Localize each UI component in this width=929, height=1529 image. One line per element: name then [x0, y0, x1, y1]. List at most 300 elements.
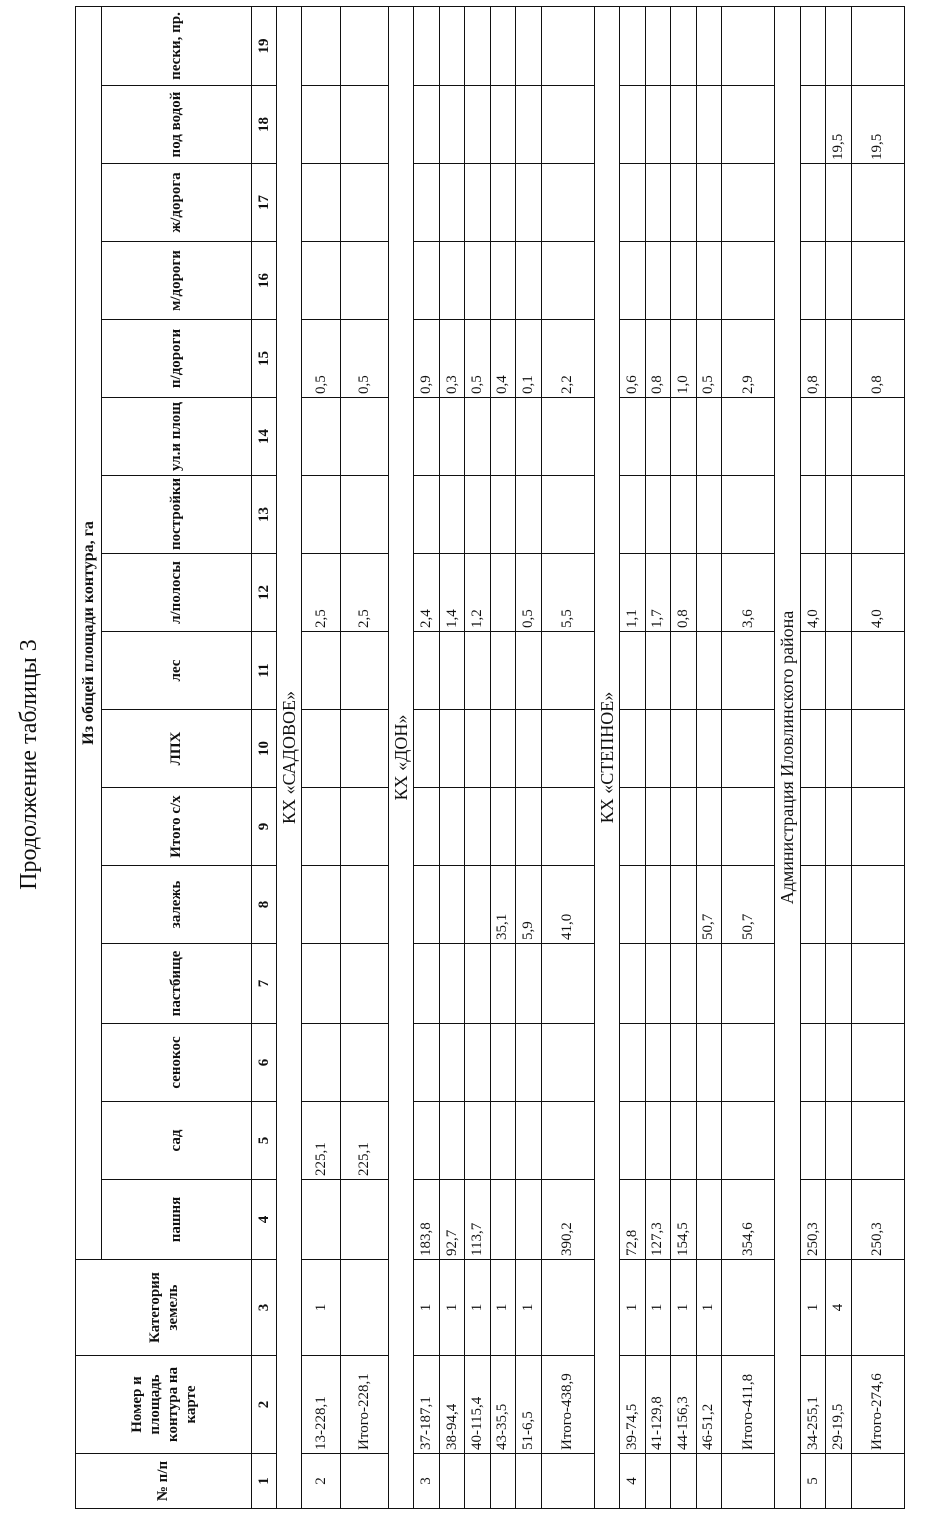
table-cell: [490, 554, 515, 632]
table-cell: 225,1: [341, 1102, 389, 1180]
table-cell: [341, 866, 389, 944]
table-cell: [414, 1102, 439, 1180]
table-cell: [722, 710, 775, 788]
header-sub-11: лес: [102, 632, 252, 710]
table-cell: [341, 1024, 389, 1102]
table-cell: 29-19,5: [826, 1356, 851, 1454]
table-cell: [722, 6, 775, 85]
table-cell: [541, 164, 594, 242]
table-cell: [851, 476, 904, 554]
table-cell: [671, 86, 696, 164]
table-cell: [516, 1454, 541, 1509]
table-cell: [671, 164, 696, 242]
table-cell: [671, 1024, 696, 1102]
table-cell: [465, 866, 490, 944]
table-cell: [414, 866, 439, 944]
table-row: [414, 6, 439, 1508]
table-cell: 127,3: [645, 1180, 670, 1260]
table-cell: [414, 6, 439, 85]
table-cell: [645, 1454, 670, 1509]
table-cell: 0,8: [671, 554, 696, 632]
header-sub-8: залежь: [102, 866, 252, 944]
table-cell: [341, 242, 389, 320]
table-cell: [671, 6, 696, 85]
table-cell: [722, 398, 775, 476]
table-cell: [645, 242, 670, 320]
column-number: 7: [252, 944, 277, 1024]
table-cell: [302, 788, 341, 866]
table-cell: 0,8: [645, 320, 670, 398]
table-cell: [851, 1102, 904, 1180]
table-cell: [671, 398, 696, 476]
table-cell: 1: [800, 1260, 825, 1356]
table-cell: [516, 86, 541, 164]
table-cell: [851, 6, 904, 85]
table-row: [439, 6, 464, 1508]
table-cell: [826, 320, 851, 398]
table-cell: [439, 476, 464, 554]
column-number: 4: [252, 1180, 277, 1260]
table-cell: [414, 476, 439, 554]
table-cell: [696, 398, 721, 476]
table-cell: [490, 1180, 515, 1260]
table-cell: [490, 86, 515, 164]
table-cell: [490, 788, 515, 866]
table-cell: [490, 476, 515, 554]
table-cell: [800, 164, 825, 242]
header-contour: Номер и площадь контура на карте: [76, 1356, 252, 1454]
table-cell: [800, 6, 825, 85]
table-cell: 39-74,5: [620, 1356, 645, 1454]
table-cell: 0,8: [800, 320, 825, 398]
table-cell: [341, 398, 389, 476]
header-sub-6: сенокос: [102, 1024, 252, 1102]
table-cell: [696, 86, 721, 164]
table-cell: 1: [439, 1260, 464, 1356]
table-cell: [490, 6, 515, 85]
table-cell: 0,6: [620, 320, 645, 398]
table-cell: [851, 632, 904, 710]
table-cell: [490, 944, 515, 1024]
table-cell: 40-115,4: [465, 1356, 490, 1454]
table-cell: [645, 944, 670, 1024]
table-cell: [620, 944, 645, 1024]
header-sub-7: пастбище: [102, 944, 252, 1024]
table-cell: 1,1: [620, 554, 645, 632]
table-row: [826, 6, 851, 1508]
table-cell: [722, 242, 775, 320]
table-cell: [439, 710, 464, 788]
table-cell: 50,7: [696, 866, 721, 944]
table-cell: [800, 1102, 825, 1180]
table-cell: [620, 632, 645, 710]
table-cell: 3: [414, 1454, 439, 1509]
table-cell: [620, 788, 645, 866]
table-cell: [826, 398, 851, 476]
table-cell: [516, 6, 541, 85]
table-cell: [490, 1454, 515, 1509]
table-cell: [696, 1454, 721, 1509]
table-cell: [722, 1260, 775, 1356]
table-cell: [490, 242, 515, 320]
table-row: [851, 6, 904, 1508]
table-cell: [541, 1260, 594, 1356]
table-row: [671, 6, 696, 1508]
header-sub-9: Итого с/х: [102, 788, 252, 866]
table-cell: 38-94,4: [439, 1356, 464, 1454]
section-row: [277, 6, 302, 1508]
table-cell: [620, 710, 645, 788]
table-cell: [439, 1024, 464, 1102]
table-cell: 50,7: [722, 866, 775, 944]
table-cell: [465, 476, 490, 554]
table-cell: 0,1: [516, 320, 541, 398]
table-cell: [826, 242, 851, 320]
header-sub-13: постройки: [102, 476, 252, 554]
table-cell: [516, 164, 541, 242]
table-cell: [800, 1024, 825, 1102]
table-cell: 2,5: [341, 554, 389, 632]
header-sub-12: л/полосы: [102, 554, 252, 632]
table-cell: [439, 1454, 464, 1509]
column-number: 13: [252, 476, 277, 554]
table-cell: [341, 164, 389, 242]
table-cell: [826, 6, 851, 85]
table-cell: [620, 6, 645, 85]
table-cell: [414, 788, 439, 866]
table-cell: 1: [620, 1260, 645, 1356]
land-table: [75, 6, 905, 1509]
header-sub-19: пески, пр.: [102, 6, 252, 85]
table-row: [800, 6, 825, 1508]
table-cell: [696, 632, 721, 710]
table-cell: [620, 866, 645, 944]
table-cell: [800, 476, 825, 554]
table-cell: [696, 6, 721, 85]
column-number: 9: [252, 788, 277, 866]
table-cell: [696, 164, 721, 242]
table-cell: [302, 1024, 341, 1102]
table-cell: [414, 710, 439, 788]
table-cell: [465, 944, 490, 1024]
table-cell: [302, 866, 341, 944]
table-cell: Итого-438,9: [541, 1356, 594, 1454]
table-cell: [826, 866, 851, 944]
table-cell: [620, 398, 645, 476]
table-cell: 1,4: [439, 554, 464, 632]
table-cell: 19,5: [851, 86, 904, 164]
table-cell: [620, 164, 645, 242]
table-cell: [302, 242, 341, 320]
table-cell: 2,2: [541, 320, 594, 398]
table-cell: [439, 242, 464, 320]
table-cell: [541, 788, 594, 866]
header-sub-17: ж/дорога: [102, 164, 252, 242]
table-cell: [302, 86, 341, 164]
table-cell: [620, 242, 645, 320]
table-cell: 41,0: [541, 866, 594, 944]
table-cell: [722, 788, 775, 866]
header-category: Категория земель: [76, 1260, 252, 1356]
column-number: 10: [252, 710, 277, 788]
table-cell: [851, 866, 904, 944]
table-cell: [302, 476, 341, 554]
table-cell: [696, 1180, 721, 1260]
section-title: КХ «ДОН»: [388, 6, 413, 1508]
table-cell: [541, 944, 594, 1024]
section-row: [388, 6, 413, 1508]
table-cell: 354,6: [722, 1180, 775, 1260]
table-cell: [671, 710, 696, 788]
table-cell: [302, 710, 341, 788]
column-number: 16: [252, 242, 277, 320]
header-sub-16: м/дороги: [102, 242, 252, 320]
table-cell: 0,5: [341, 320, 389, 398]
header-sub-5: сад: [102, 1102, 252, 1180]
table-cell: 46-51,2: [696, 1356, 721, 1454]
table-cell: [302, 632, 341, 710]
table-cell: [645, 1102, 670, 1180]
table-cell: [826, 1180, 851, 1260]
table-cell: 2,4: [414, 554, 439, 632]
table-cell: [800, 86, 825, 164]
table-cell: [439, 164, 464, 242]
table-cell: [490, 398, 515, 476]
table-cell: [516, 1102, 541, 1180]
table-cell: [645, 1024, 670, 1102]
table-row: [645, 6, 670, 1508]
table-cell: [490, 1102, 515, 1180]
table-cell: [851, 944, 904, 1024]
table-cell: [490, 164, 515, 242]
table-cell: [439, 398, 464, 476]
table-cell: [800, 944, 825, 1024]
table-cell: 34-255,1: [800, 1356, 825, 1454]
table-cell: [671, 1102, 696, 1180]
table-cell: 250,3: [851, 1180, 904, 1260]
section-title: КХ «СТЕПНОЕ»: [594, 6, 619, 1508]
table-cell: [800, 242, 825, 320]
table-cell: [439, 632, 464, 710]
table-cell: [465, 1024, 490, 1102]
table-cell: 0,4: [490, 320, 515, 398]
table-cell: [439, 1102, 464, 1180]
table-cell: [465, 6, 490, 85]
table-cell: 2,9: [722, 320, 775, 398]
table-cell: Итого-274,6: [851, 1356, 904, 1454]
table-cell: [696, 1024, 721, 1102]
table-cell: [414, 242, 439, 320]
table-cell: [516, 1180, 541, 1260]
table-cell: [541, 1024, 594, 1102]
column-number: 19: [252, 6, 277, 85]
column-number: 1: [252, 1454, 277, 1509]
header-numbers: [252, 6, 277, 1508]
table-cell: Итого-411,8: [722, 1356, 775, 1454]
table-cell: 2: [302, 1454, 341, 1509]
table-cell: 1: [490, 1260, 515, 1356]
table-cell: [620, 1024, 645, 1102]
table-cell: [439, 6, 464, 85]
table-cell: [302, 6, 341, 85]
table-cell: [341, 632, 389, 710]
table-cell: 0,9: [414, 320, 439, 398]
table-cell: 0,8: [851, 320, 904, 398]
table-cell: [826, 1454, 851, 1509]
table-cell: 183,8: [414, 1180, 439, 1260]
table-caption: Продолжение таблицы 3: [16, 639, 42, 890]
column-number: 3: [252, 1260, 277, 1356]
table-cell: [800, 632, 825, 710]
table-cell: 0,3: [439, 320, 464, 398]
table-cell: [671, 632, 696, 710]
table-cell: [800, 866, 825, 944]
table-row: [722, 6, 775, 1508]
section-row: [775, 6, 800, 1508]
table-cell: [696, 1102, 721, 1180]
table-cell: [851, 1454, 904, 1509]
table-cell: [826, 164, 851, 242]
table-cell: [541, 632, 594, 710]
table-cell: 225,1: [302, 1102, 341, 1180]
table-cell: [671, 788, 696, 866]
table-cell: [851, 164, 904, 242]
table-cell: [302, 1180, 341, 1260]
header-sub-10: ЛПХ: [102, 710, 252, 788]
table-cell: [645, 866, 670, 944]
table-cell: [722, 944, 775, 1024]
table-cell: 44-156,3: [671, 1356, 696, 1454]
table-cell: [671, 1454, 696, 1509]
table-cell: 1: [696, 1260, 721, 1356]
table-cell: [645, 632, 670, 710]
table-cell: [645, 788, 670, 866]
table-cell: 0,5: [302, 320, 341, 398]
table-cell: 4,0: [800, 554, 825, 632]
table-cell: [722, 476, 775, 554]
table-cell: [341, 1454, 389, 1509]
table-cell: [465, 398, 490, 476]
table-cell: 51-6,5: [516, 1356, 541, 1454]
table-cell: [800, 398, 825, 476]
table-cell: [439, 86, 464, 164]
table-cell: [722, 164, 775, 242]
header-group: Из общей площади контура, га: [76, 6, 102, 1259]
table-cell: [414, 164, 439, 242]
table-cell: 72,8: [620, 1180, 645, 1260]
table-cell: [826, 710, 851, 788]
table-row: [341, 6, 389, 1508]
table-cell: [851, 1260, 904, 1356]
table-cell: [516, 398, 541, 476]
table-cell: 43-35,5: [490, 1356, 515, 1454]
table-cell: 37-187,1: [414, 1356, 439, 1454]
header-sub-15: п/дороги: [102, 320, 252, 398]
table-cell: [341, 476, 389, 554]
table-cell: [414, 86, 439, 164]
table-row: [302, 6, 341, 1508]
table-cell: 5,9: [516, 866, 541, 944]
header-sub-4: пашня: [102, 1180, 252, 1260]
table-cell: 19,5: [826, 86, 851, 164]
table-cell: [414, 1024, 439, 1102]
table-cell: [826, 944, 851, 1024]
table-cell: [341, 1180, 389, 1260]
table-cell: 390,2: [541, 1180, 594, 1260]
table-cell: Итого-228,1: [341, 1356, 389, 1454]
table-cell: [800, 788, 825, 866]
table-cell: [671, 476, 696, 554]
table-cell: 1: [516, 1260, 541, 1356]
table-cell: [516, 242, 541, 320]
table-cell: [800, 710, 825, 788]
table-cell: 1: [671, 1260, 696, 1356]
table-cell: [516, 1024, 541, 1102]
table-cell: [851, 398, 904, 476]
table-cell: [541, 242, 594, 320]
table-cell: 4: [826, 1260, 851, 1356]
table-cell: [696, 242, 721, 320]
table-cell: [465, 242, 490, 320]
table-cell: 3,6: [722, 554, 775, 632]
table-cell: [465, 788, 490, 866]
table-cell: [671, 242, 696, 320]
table-cell: [620, 476, 645, 554]
table-cell: [696, 710, 721, 788]
table-cell: [541, 710, 594, 788]
table-cell: 154,5: [671, 1180, 696, 1260]
table-cell: 113,7: [465, 1180, 490, 1260]
table-row: [490, 6, 515, 1508]
table-cell: 0,5: [465, 320, 490, 398]
table-cell: [541, 398, 594, 476]
table-cell: [341, 710, 389, 788]
table-cell: [722, 632, 775, 710]
table-row: [465, 6, 490, 1508]
table-cell: [341, 6, 389, 85]
table-cell: [645, 398, 670, 476]
table-cell: [826, 788, 851, 866]
table-body: [277, 6, 905, 1508]
table-cell: [439, 944, 464, 1024]
table-cell: [490, 710, 515, 788]
table-cell: [439, 788, 464, 866]
column-number: 14: [252, 398, 277, 476]
header-sub-18: под водой: [102, 86, 252, 164]
table-cell: [465, 1454, 490, 1509]
table-cell: [541, 1454, 594, 1509]
table-cell: 0,5: [696, 320, 721, 398]
table-cell: [414, 632, 439, 710]
table-cell: [645, 476, 670, 554]
column-number: 11: [252, 632, 277, 710]
column-number: 12: [252, 554, 277, 632]
table-cell: [696, 788, 721, 866]
table-cell: 250,3: [800, 1180, 825, 1260]
table-cell: [645, 6, 670, 85]
table-cell: [302, 944, 341, 1024]
table-cell: [302, 164, 341, 242]
column-number: 17: [252, 164, 277, 242]
table-cell: [516, 476, 541, 554]
table-cell: 1: [465, 1260, 490, 1356]
table-cell: [826, 476, 851, 554]
table-cell: 1,7: [645, 554, 670, 632]
table-cell: [414, 398, 439, 476]
table-cell: [851, 788, 904, 866]
table-cell: [341, 944, 389, 1024]
table-cell: [516, 632, 541, 710]
